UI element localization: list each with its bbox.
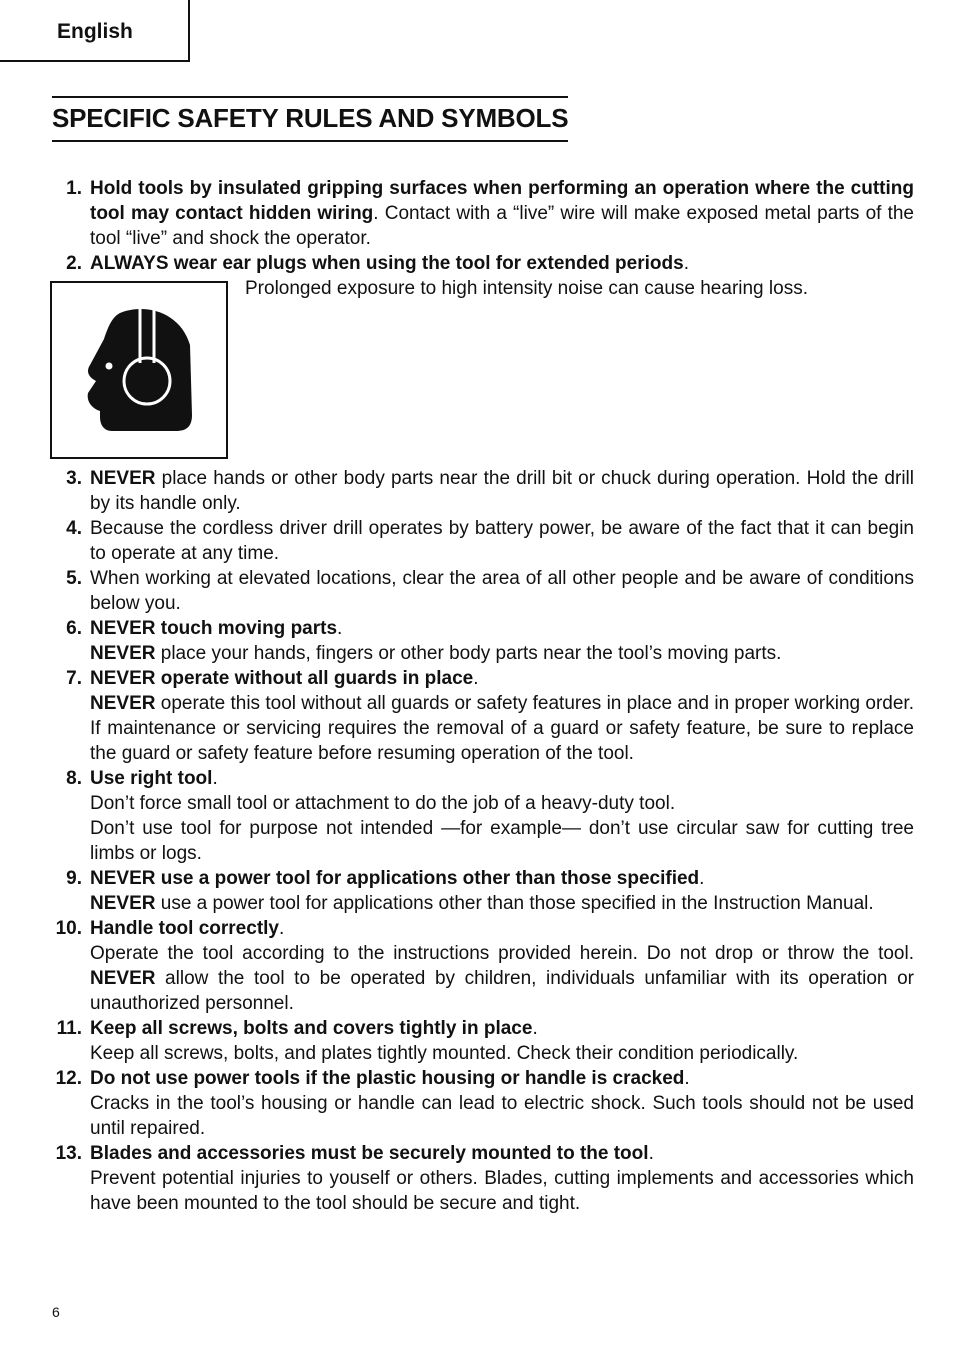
ear-protection-symbol [50, 281, 228, 459]
list-item [52, 866, 914, 916]
list-item [52, 566, 914, 616]
symbol-description: Prolonged exposure to high intensity noise can cause hearing loss. [245, 278, 808, 299]
item-number: 2. [66, 253, 82, 274]
item-paragraph: Keep all screws, bolts, and plates tightly mounted. Check their condition periodically. [90, 1043, 799, 1064]
section-title: SPECIFIC SAFETY RULES AND SYMBOLS [52, 103, 569, 133]
item-text: . [337, 618, 343, 639]
item-bold-text: NEVER use a power tool for applications other than those specified [90, 868, 700, 889]
item-paragraph [90, 691, 914, 766]
item-paragraph [90, 176, 914, 251]
item-bold-text: NEVER operate without all guards in place [90, 668, 474, 689]
item-paragraph [90, 766, 914, 791]
item-text: . [684, 1068, 690, 1089]
item-bold-text: NEVER [90, 693, 156, 714]
item-bold-text: Use right tool [90, 768, 213, 789]
item-paragraph [90, 666, 914, 691]
item-paragraph [90, 941, 914, 1016]
language-tab [0, 0, 190, 62]
list-item [52, 766, 914, 866]
item-number: 5. [66, 568, 82, 589]
item-bold-text: Keep all screws, bolts and covers tightly in place [90, 1018, 533, 1039]
item-text: . [473, 668, 479, 689]
item-bold-text: NEVER [90, 468, 156, 489]
item-text: . [212, 768, 218, 789]
item-bold-text: Hold tools by insulated gripping surfaces when performing an operation where the cutting tool may contact hidden wiring [90, 178, 914, 224]
item-paragraph [90, 866, 914, 891]
item-paragraph: Don’t use tool for purpose not intended —for example— don’t use circular saw for cutting tree limbs or logs. [90, 818, 914, 864]
item-paragraph: Don’t force small tool or attachment to do the job of a heavy-duty tool. [90, 793, 676, 814]
item-text: place hands or other body parts near the drill bit or chuck during operation. Hold the drill by its handle only. [90, 468, 914, 514]
list-item [52, 1066, 914, 1141]
item-number: 4. [66, 518, 82, 539]
item-bold-text: ALWAYS wear ear plugs when using the tool for extended periods [90, 253, 684, 274]
item-number: 12. [55, 1068, 82, 1089]
item-paragraph: When working at elevated locations, clear the area of all other people and be aware of conditions below you. [90, 568, 914, 614]
safety-rules-list [52, 176, 914, 1216]
item-bold-text: NEVER touch moving parts [90, 618, 338, 639]
list-item [52, 916, 914, 1016]
item-bold-text: Handle tool correctly [90, 918, 279, 939]
list-item [52, 516, 914, 566]
item-bold-text: Do not use power tools if the plastic housing or handle is cracked [90, 1068, 685, 1089]
item-text: operate this tool without all guards or safety features in place and in proper working order. If maintenance or servicing requires the removal of a guard or safety feature, be sure to replace the guard or safety feature before resuming operation of the tool. [90, 693, 914, 764]
item-paragraph [90, 1141, 914, 1166]
item-paragraph: Cracks in the tool’s housing or handle can lead to electric shock. Such tools should not be used until repaired. [90, 1093, 914, 1139]
ear-protection-icon [82, 305, 194, 435]
item-number: 1. [66, 178, 82, 199]
list-item [52, 1016, 914, 1066]
item-paragraph: Because the cordless driver drill operates by battery power, be aware of the fact that it can begin to operate at any time. [90, 518, 914, 564]
item-text: use a power tool for applications other than those specified in the Instruction Manual. [155, 893, 874, 914]
item-number: 8. [66, 768, 82, 789]
item-bold-text: Blades and accessories must be securely mounted to the tool [90, 1143, 649, 1164]
item-text: . [279, 918, 285, 939]
item-bold-text: NEVER [90, 893, 156, 914]
item-paragraph [90, 1016, 914, 1041]
list-item [52, 666, 914, 766]
item-paragraph [90, 251, 914, 276]
item-text: . [648, 1143, 654, 1164]
item-number: 10. [55, 918, 82, 939]
item-paragraph [90, 616, 914, 641]
item-text: Operate the tool according to the instructions provided herein. Do not drop or throw the tool. [90, 943, 914, 964]
language-label: English [57, 20, 133, 43]
item-number: 3. [66, 468, 82, 489]
item-number: 7. [66, 668, 82, 689]
item-number: 6. [66, 618, 82, 639]
item-text: allow the tool to be operated by children, individuals unfamiliar with its operation or unauthorized personnel. [90, 968, 914, 1014]
item-paragraph [90, 466, 914, 516]
ear-protection-symbol-row [52, 276, 914, 466]
item-text: place your hands, fingers or other body parts near the tool’s moving parts. [155, 643, 782, 664]
item-text: . [699, 868, 705, 889]
item-paragraph [90, 641, 914, 666]
item-bold-text: NEVER [90, 968, 156, 989]
item-text: . [683, 253, 689, 274]
list-item [52, 616, 914, 666]
item-number: 11. [56, 1018, 82, 1039]
item-bold-text: NEVER [90, 643, 156, 664]
section-title-block [52, 96, 568, 142]
item-paragraph [90, 891, 914, 916]
list-item [52, 251, 914, 276]
list-item [52, 466, 914, 516]
item-paragraph [90, 916, 914, 941]
item-paragraph [90, 1066, 914, 1091]
list-item [52, 1141, 914, 1216]
list-item [52, 176, 914, 251]
item-number: 13. [55, 1143, 82, 1164]
item-text: . [532, 1018, 538, 1039]
item-number: 9. [66, 868, 82, 889]
item-text: . Contact with a “live” wire will make exposed metal parts of the tool “live” and shock the operator. [90, 203, 914, 249]
page-number: 6 [52, 1304, 60, 1320]
item-paragraph: Prevent potential injuries to youself or others. Blades, cutting implements and accessories which have been mounted to the tool should be secure and tight. [90, 1168, 914, 1214]
